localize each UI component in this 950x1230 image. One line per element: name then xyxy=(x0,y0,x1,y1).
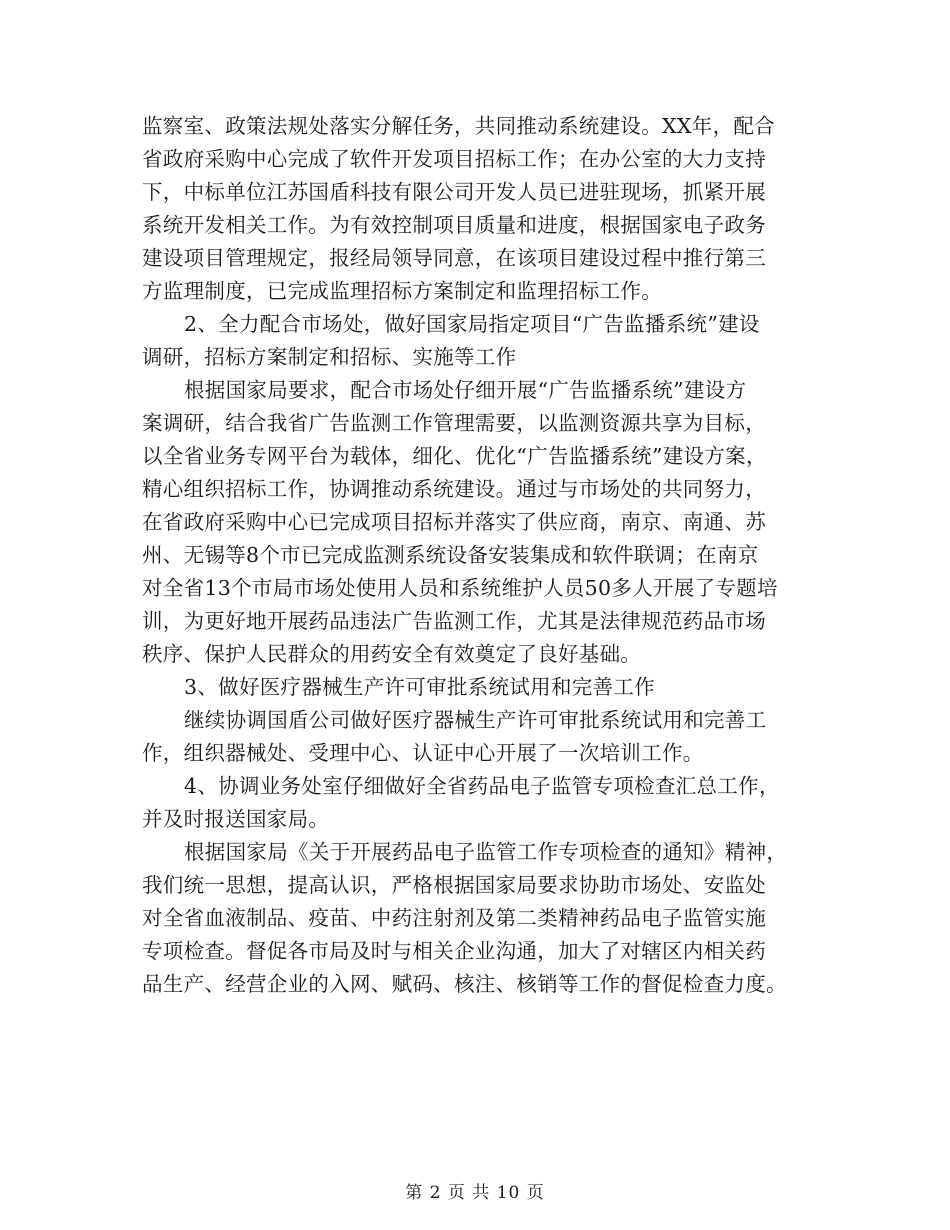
text-line: 对全省13个市局市场处使用人员和系统维护人员50多人开展了专题培 xyxy=(142,576,778,600)
text-line: 以全省业务专网平台为载体，细化、优化“广告监播系统”建设方案， xyxy=(142,444,767,468)
paragraph xyxy=(142,704,812,770)
text-line: 秩序、保护人民群众的用药安全有效奠定了良好基础。 xyxy=(142,642,642,666)
text-line: 继续协调国盾公司做好医疗器械生产许可审批系统试用和完善工 xyxy=(184,708,767,732)
text-line: 方监理制度，已完成监理招标方案制定和监理招标工作。 xyxy=(142,279,662,303)
text-line: 在省政府采购中心已完成项目招标并落实了供应商，南京、南通、苏 xyxy=(142,510,766,534)
text-line: 建设项目管理规定，报经局领导同意，在该项目建设过程中推行第三 xyxy=(142,246,766,270)
text-line: 调研，招标方案制定和招标、实施等工作 xyxy=(142,345,517,369)
text-line: 2、全力配合市场处，做好国家局指定项目“广告监播系统”建设 xyxy=(184,312,760,336)
paragraph xyxy=(142,671,812,704)
text-line: 4、协调业务处室仔细做好全省药品电子监管专项检查汇总工作， xyxy=(184,774,780,798)
text-line: 根据国家局要求，配合市场处仔细开展“广告监播系统”建设方 xyxy=(184,378,747,402)
page-number-footer: 第 2 页 共 10 页 xyxy=(405,1183,545,1203)
text-line: 下，中标单位江苏国盾科技有限公司开发人员已进驻现场，抓紧开展 xyxy=(142,180,766,204)
text-line: 精心组织招标工作，协调推动系统建设。通过与市场处的共同努力， xyxy=(142,477,766,501)
text-line: 省政府采购中心完成了软件开发项目招标工作；在办公室的大力支持 xyxy=(142,147,766,171)
text-line: 作，组织器械处、受理中心、认证中心开展了一次培训工作。 xyxy=(142,741,704,765)
text-line: 案调研，结合我省广告监测工作管理需要，以监测资源共享为目标， xyxy=(142,411,766,435)
paragraph xyxy=(142,374,812,671)
text-line: 专项检查。督促各市局及时与相关企业沟通，加大了对辖区内相关药 xyxy=(142,939,766,963)
text-line: 根据国家局《关于开展药品电子监管工作专项检查的通知》精神， xyxy=(184,840,788,864)
text-line: 州、无锡等8个市已完成监测系统设备安装集成和软件联调；在南京 xyxy=(142,543,759,567)
text-line: 并及时报送国家局。 xyxy=(142,807,330,831)
paragraph xyxy=(142,770,812,836)
document-body xyxy=(142,110,812,1001)
text-line: 我们统一思想，提高认识，严格根据国家局要求协助市场处、安监处 xyxy=(142,873,766,897)
text-line: 监察室、政策法规处落实分解任务，共同推动系统建设。XX年，配合 xyxy=(142,114,775,138)
text-line: 3、做好医疗器械生产许可审批系统试用和完善工作 xyxy=(184,675,655,699)
paragraph xyxy=(142,836,812,1001)
paragraph xyxy=(142,110,812,308)
text-line: 品生产、经营企业的入网、赋码、核注、核销等工作的督促检查力度。 xyxy=(142,972,787,996)
text-line: 训，为更好地开展药品违法广告监测工作，尤其是法律规范药品市场 xyxy=(142,609,766,633)
text-line: 系统开发相关工作。为有效控制项目质量和进度，根据国家电子政务 xyxy=(142,213,766,237)
paragraph xyxy=(142,308,812,374)
text-line: 对全省血液制品、疫苗、中药注射剂及第二类精神药品电子监管实施 xyxy=(142,906,766,930)
